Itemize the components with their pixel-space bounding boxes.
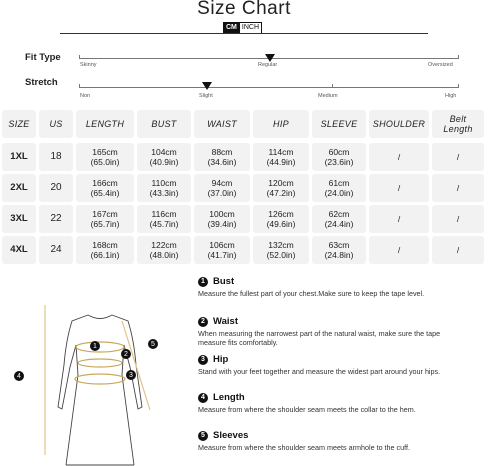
instruction-title: Waist <box>213 316 238 327</box>
header-shoulder: SHOULDER <box>369 110 429 138</box>
fit-type-tick <box>79 55 80 59</box>
header-us: US <box>39 110 73 138</box>
instruction-desc: Measure from where the shoulder seam meets the collar to the hem. <box>198 405 416 414</box>
cell-waist: 94cm (37.0in) <box>194 174 250 202</box>
instruction-number: 5 <box>198 431 208 441</box>
cell-size: 2XL <box>2 174 36 202</box>
cell-sleeve: 60cm (23.6in) <box>312 143 366 171</box>
stretch-marker <box>202 82 212 90</box>
fit-type-stop-skinny: Skinny <box>80 62 97 68</box>
instruction-bust <box>198 276 448 298</box>
cell-belt-length: / <box>432 143 484 171</box>
cell-shoulder: / <box>369 143 429 171</box>
instruction-hip <box>198 354 448 376</box>
instruction-desc: When measuring the narrowest part of the natural waist, make sure the tape measure fits comfortably. <box>198 329 441 347</box>
table-header-row <box>0 110 488 138</box>
unit-inch-option[interactable]: INCH <box>240 22 262 34</box>
header-hip: HIP <box>253 110 309 138</box>
figure-marker-3: 3 <box>126 370 136 380</box>
stretch-stop-medium: Medium <box>318 93 338 99</box>
fit-type-stop-oversized: Oversized <box>428 62 453 68</box>
cell-bust: 116cm (45.7in) <box>137 205 191 233</box>
figure-marker-2: 2 <box>121 349 131 359</box>
cell-length: 166cm (65.4in) <box>76 174 134 202</box>
title-divider <box>60 33 428 34</box>
cell-length: 165cm (65.0in) <box>76 143 134 171</box>
header-belt-length: Belt Length <box>432 110 484 138</box>
table-row <box>0 174 488 202</box>
unit-cm-option[interactable]: CM <box>223 22 240 34</box>
figure-marker-1: 1 <box>90 341 100 351</box>
fit-type-label: Fit Type <box>25 52 61 63</box>
stretch-tick <box>79 84 80 88</box>
cell-us: 22 <box>39 205 73 233</box>
instruction-length <box>198 392 448 414</box>
cell-length: 167cm (65.7in) <box>76 205 134 233</box>
cell-hip: 114cm (44.9in) <box>253 143 309 171</box>
cell-us: 24 <box>39 236 73 264</box>
page-title: Size Chart <box>197 0 291 19</box>
cell-bust: 104cm (40.9in) <box>137 143 191 171</box>
cell-hip: 120cm (47.2in) <box>253 174 309 202</box>
cell-length: 168cm (66.1in) <box>76 236 134 264</box>
stretch-scale <box>79 87 459 88</box>
fit-type-scale <box>79 58 459 59</box>
stretch-stop-high: High <box>445 93 457 99</box>
instruction-title: Bust <box>213 276 235 287</box>
instruction-number: 3 <box>198 355 208 365</box>
instruction-number: 4 <box>198 393 208 403</box>
cell-waist: 106cm (41.7in) <box>194 236 250 264</box>
fit-type-tick <box>458 55 459 59</box>
header-size: SIZE <box>2 110 36 138</box>
header-sleeve: SLEEVE <box>312 110 366 138</box>
instruction-desc: Stand with your feet together and measure the widest part around your hips. <box>198 367 441 376</box>
figure-marker-4: 4 <box>14 371 24 381</box>
cell-shoulder: / <box>369 174 429 202</box>
stretch-stop-slight: Slight <box>199 93 213 99</box>
cell-sleeve: 63cm (24.8in) <box>312 236 366 264</box>
stretch-tick <box>458 84 459 88</box>
cell-us: 18 <box>39 143 73 171</box>
cell-bust: 110cm (43.3in) <box>137 174 191 202</box>
cell-size: 1XL <box>2 143 36 171</box>
dress-illustration <box>0 285 185 466</box>
header-length: LENGTH <box>76 110 134 138</box>
table-row <box>0 143 488 171</box>
cell-bust: 122cm (48.0in) <box>137 236 191 264</box>
table-row <box>0 236 488 264</box>
instruction-title: Sleeves <box>213 430 249 441</box>
cell-waist: 100cm (39.4in) <box>194 205 250 233</box>
fit-type-stop-regular: Regular <box>258 62 278 68</box>
instruction-sleeves <box>198 430 448 452</box>
header-bust: BUST <box>137 110 191 138</box>
instruction-desc: Measure from where the shoulder seam meets armhole to the cuff. <box>198 443 410 452</box>
instruction-desc: Measure the fullest part of your chest.Make sure to keep the tape level. <box>198 289 425 298</box>
cell-waist: 88cm (34.6in) <box>194 143 250 171</box>
fit-type-marker <box>265 54 275 62</box>
header-waist: WAIST <box>194 110 250 138</box>
cell-shoulder: / <box>369 236 429 264</box>
cell-shoulder: / <box>369 205 429 233</box>
cell-sleeve: 62cm (24.4in) <box>312 205 366 233</box>
stretch-label: Stretch <box>25 77 58 88</box>
cell-us: 20 <box>39 174 73 202</box>
cell-hip: 132cm (52.0in) <box>253 236 309 264</box>
dress-measurement-figure <box>0 285 185 466</box>
stretch-tick <box>332 84 333 88</box>
cell-belt-length: / <box>432 236 484 264</box>
stretch-stop-non: Non <box>80 93 91 99</box>
cell-belt-length: / <box>432 205 484 233</box>
cell-hip: 126cm (49.6in) <box>253 205 309 233</box>
cell-size: 4XL <box>2 236 36 264</box>
instruction-number: 1 <box>198 277 208 287</box>
cell-belt-length: / <box>432 174 484 202</box>
cell-sleeve: 61cm (24.0in) <box>312 174 366 202</box>
instruction-title: Hip <box>213 354 229 365</box>
cell-size: 3XL <box>2 205 36 233</box>
figure-marker-5: 5 <box>148 339 158 349</box>
table-row <box>0 205 488 233</box>
instruction-number: 2 <box>198 317 208 327</box>
instruction-title: Length <box>213 392 245 403</box>
instruction-waist <box>198 316 448 347</box>
